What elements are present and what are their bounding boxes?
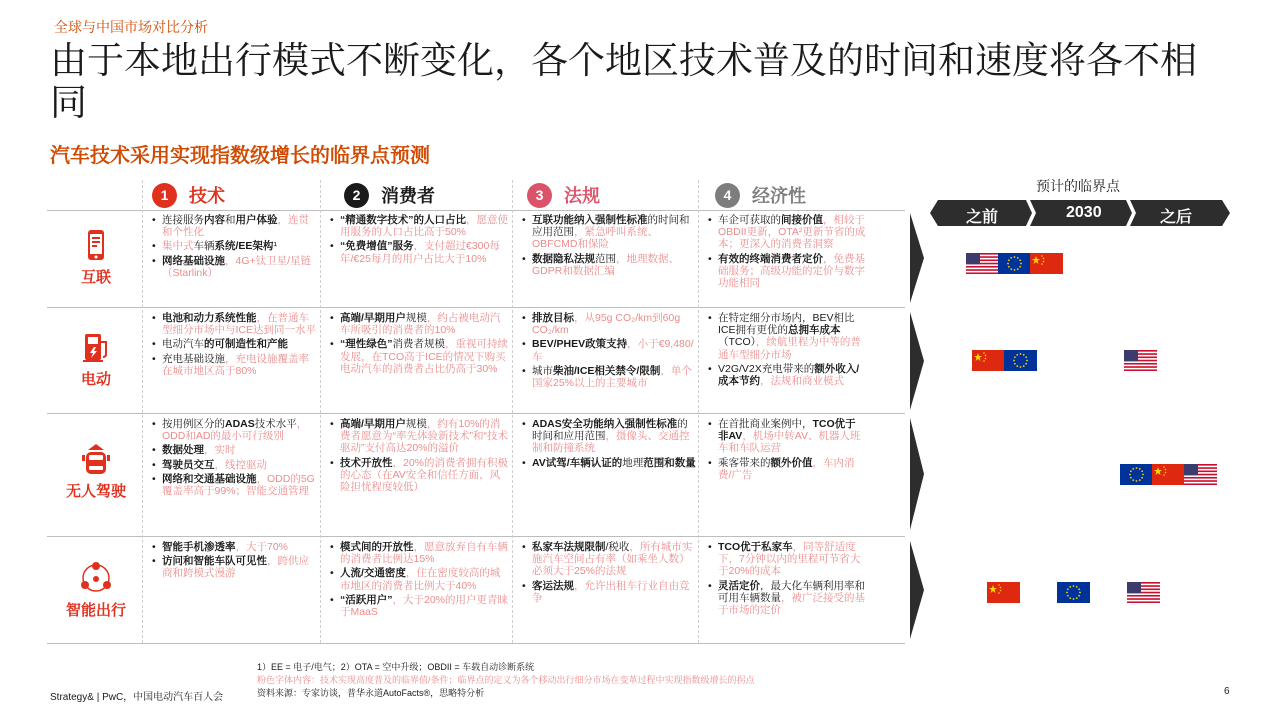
bullet-item [150, 312, 318, 336]
bullet-text: 车辆 [193, 240, 215, 253]
bullet-text: 额外价值 [770, 456, 813, 469]
bullet-text: 的可制造性和产能 [204, 338, 288, 351]
bullet-text: ，连贯和个性化 [162, 214, 309, 239]
bullet-list [520, 541, 696, 604]
bullet-text: 排放目标 [532, 312, 574, 324]
us-flag-icon [1184, 464, 1217, 485]
eu-flag-icon [1004, 350, 1037, 371]
bullet-text: 和 [225, 214, 236, 226]
cell-autonomous-consumer [328, 418, 508, 495]
smartphone-icon [79, 228, 113, 262]
bullet-text: ，ODD的5G覆盖率高于99%；智能交通管理 [162, 472, 315, 498]
cell-connected-economics [706, 214, 866, 291]
bullet-list [706, 214, 866, 289]
bullet-text: “活跃用户” [340, 593, 393, 606]
row-label-autonomous [50, 442, 142, 501]
bullet-text: 驾驶员交互 [162, 458, 215, 471]
page-title: 由于本地出行模式不断变化，各个地区技术普及的时间和速度将各不相同 [50, 40, 1197, 123]
row-divider [47, 307, 905, 308]
footnote-sources: 资料来源：专家访谈，普华永道AutoFacts®，思略特分析 [257, 688, 485, 698]
bullet-text: 网络基础设施 [162, 254, 225, 267]
bullet-text: 规模 [405, 418, 427, 430]
row-divider [47, 643, 905, 644]
page-subtitle: 汽车技术采用实现指数级增长的临界点预测 [50, 145, 430, 167]
bullet-text: AV试驾/车辆认证的 [532, 456, 623, 469]
number-badge: 2 [344, 183, 369, 208]
timeline-before-label: 之前 [966, 209, 999, 226]
shared-mobility-icon [79, 561, 113, 595]
bullet-text: ADAS安全功能纳入强制性标准 [532, 418, 678, 430]
ev-charger-icon [79, 330, 113, 364]
cell-connected-regulation [520, 214, 696, 279]
bullet-text: 在特定细分市场内，BEV相比ICE拥有更优的 [718, 312, 855, 337]
bullet-text: 客运法规 [532, 579, 574, 592]
bullet-text: 地理 [622, 456, 644, 469]
bullet-item [706, 457, 866, 481]
bullet-item [520, 580, 696, 604]
bullet-list [328, 214, 508, 265]
bullet-list [520, 214, 696, 277]
bullet-text: /税收 [605, 541, 630, 553]
cell-mobility-consumer [328, 541, 508, 620]
bullet-text: ¹ [273, 240, 277, 253]
bullet-text: ，20%的消费者拥有积极的心态（在AV安全和信任方面，风险担忧程度较低） [340, 456, 509, 494]
bullet-item [706, 541, 866, 578]
row-divider [47, 210, 905, 211]
bullet-text: 总拥车成本 [788, 324, 841, 337]
number-badge: 1 [152, 183, 177, 208]
cell-autonomous-technology [150, 418, 318, 499]
cell-electric-technology [150, 312, 318, 379]
bullet-text: ，约占被电动汽车所吸引的消费者的10% [340, 312, 501, 337]
cell-mobility-economics [706, 541, 866, 618]
bullet-item [328, 567, 508, 591]
cell-autonomous-economics [706, 418, 866, 483]
bullet-item [520, 338, 696, 362]
bullet-text: ，最大化车辆利用率和可用车辆数量 [718, 579, 865, 604]
bullet-text: 电动汽车 [162, 338, 204, 351]
bullet-text: 间接价值 [781, 214, 823, 226]
us-flag-icon [966, 253, 999, 274]
bullet-text: “免费增值”服务 [340, 240, 414, 253]
bullet-text: 连接服务 [162, 214, 204, 226]
bullet-text: ，同等舒适度下，7分钟以内的里程可节省大于20%的成本 [718, 541, 861, 578]
bullet-text: ，从95g CO₂/km到60g CO₂/km [532, 312, 681, 337]
bullet-item [328, 457, 508, 494]
bullet-text: 乘客带来的 [718, 456, 771, 469]
bullet-list [328, 418, 508, 493]
bullet-item [520, 457, 696, 469]
bullet-text: ，ODD和AD的最小可行级别 [162, 418, 308, 443]
bullet-text: TCO优于非AV [718, 418, 856, 443]
eu-flag-icon [1120, 464, 1153, 485]
bullet-text: ，续航里程为中等的普通车型细分市场 [718, 336, 861, 361]
bullet-text: “理性绿色” [340, 338, 393, 351]
page-number: 6 [1224, 686, 1230, 697]
china-flag-icon [987, 582, 1020, 603]
bullet-text: ，免费基础服务；高级功能的定价与数字功能相同 [718, 252, 865, 290]
bullet-item [706, 312, 866, 361]
bullet-text: 灵活定价 [718, 579, 760, 592]
bullet-text: ，地理数据、GDPR和数据汇编 [532, 252, 679, 277]
bullet-list [328, 312, 508, 375]
breadcrumb: 全球与中国市场对比分析 [54, 19, 208, 35]
bullet-text: （TCO） [718, 336, 756, 349]
bullet-text: 的时间和应用范围 [532, 214, 690, 239]
bullet-text: ，大于20%的用户更青睐于MaaS [340, 593, 509, 619]
bullet-item [150, 338, 318, 350]
bullet-text: 模式间的开放性 [340, 541, 414, 553]
eu-flag-icon [998, 253, 1031, 274]
row-chevron [910, 418, 924, 530]
bullet-text: ，允许出租车行业自由竞争 [532, 579, 690, 604]
bullet-item [328, 418, 508, 455]
bullet-text: ，住在密度较高的城市地区的消费者比例大于40% [340, 567, 501, 592]
row-label-connected [50, 228, 142, 287]
column-divider [320, 180, 321, 643]
bullet-list [150, 418, 318, 497]
bullet-text: 有效的终端消费者定价 [718, 252, 823, 265]
footnote-abbreviations: 1）EE = 电子/电气；2）OTA = 空中升级；OBDII = 车载自动诊断系统 [257, 662, 535, 672]
eu-flag-icon [1057, 582, 1090, 603]
row-chevron [910, 541, 924, 639]
bullet-text: ，单个国家25%以上的主要城市 [532, 364, 692, 390]
bullet-text: 范围 [595, 252, 616, 265]
bullet-item [150, 541, 318, 553]
bullet-text: ，线控驱动 [214, 458, 267, 471]
number-badge: 4 [715, 183, 740, 208]
bullet-text: ，愿意使用服务的人口占比高于50% [340, 214, 508, 239]
bullet-text: 网络和交通基础设施 [162, 472, 257, 485]
bullet-text: ，机场中转AV、机器人班车和车队运营 [718, 430, 861, 455]
bullet-item [150, 473, 318, 497]
timeline-year-label: 2030 [1066, 204, 1102, 221]
bullet-list [520, 418, 696, 469]
bullet-text: 的时间和应用范围 [532, 418, 688, 443]
column-label: 经济性 [752, 186, 806, 206]
cell-electric-regulation [520, 312, 696, 391]
china-flag-icon [1152, 464, 1185, 485]
bullet-text: V2G/V2X充电带来的 [718, 362, 815, 375]
bullet-text: ，实时 [204, 444, 236, 457]
cell-electric-economics [706, 312, 866, 389]
timeline-after-label: 之后 [1160, 209, 1193, 226]
bullet-text: ，充电设施覆盖率在城市地区高于80% [162, 352, 309, 377]
bullet-text: 技术水平 [254, 418, 297, 430]
timeline-bar [930, 200, 1230, 226]
bullet-text: ，法规和商业模式 [760, 375, 844, 388]
bullet-list [150, 541, 318, 580]
bullet-list [706, 418, 866, 481]
china-flag-icon [972, 350, 1005, 371]
bullet-text: ，摄像头、交通控制和防撞系统 [532, 430, 690, 455]
number-badge: 3 [527, 183, 552, 208]
bullet-text: BEV/PHEV政策支持 [532, 338, 628, 351]
bullet-item [150, 353, 318, 377]
row-label-text: 电动 [80, 371, 111, 388]
us-flag-icon [1127, 582, 1160, 603]
row-chevron [910, 213, 924, 303]
bullet-text: ，所有城市实施汽车空间占有率（如乘坐人数）必须大于25%的法规 [532, 541, 693, 578]
bullet-text: 智能手机渗透率 [162, 541, 236, 553]
bullet-text: 电池和动力系统性能 [162, 312, 257, 324]
row-label-smart-mobility [50, 561, 142, 620]
bullet-text: ADAS [225, 418, 255, 430]
bullet-text: 人流/交通密度 [340, 567, 406, 580]
cell-autonomous-regulation [520, 418, 696, 471]
bullet-text: ，愿意放弃自有车辆的消费者比例达15% [340, 541, 508, 566]
bullet-item [150, 459, 318, 471]
bullet-list [150, 312, 318, 377]
bullet-item [328, 214, 508, 238]
china-flag-icon [1030, 253, 1063, 274]
bullet-item [520, 418, 696, 455]
bullet-text: ，支付超过€300每年/€25每月的用户占比大于10% [340, 240, 500, 265]
row-divider [47, 536, 905, 537]
bullet-item [328, 312, 508, 336]
column-label: 消费者 [381, 186, 435, 206]
footnote-pink-explanation: 粉色字体内容：技术实现高度普及的临界值/条件；临界点的定义为各个移动出行细分市场在变革过程中实现指数级增长的拐点 [257, 675, 755, 685]
bullet-list [520, 312, 696, 389]
bullet-item [706, 580, 866, 617]
bullet-item [520, 312, 696, 336]
bullet-item [520, 365, 696, 389]
bullet-text: 系统/EE架构 [214, 240, 274, 253]
bullet-text: TCO优于私家车 [718, 541, 793, 553]
bullet-text: “精通数字技术”的人口占比 [340, 214, 466, 226]
column-header-regulation [527, 180, 600, 210]
cell-mobility-technology [150, 541, 318, 582]
column-label: 法规 [564, 186, 600, 206]
bullet-item [520, 541, 696, 578]
bullet-text: ，在普通车型细分市场中与ICE达到同一水平 [162, 312, 317, 337]
bullet-item [520, 253, 696, 277]
bullet-text: 按用例区分的 [162, 418, 225, 430]
bullet-text: 消费者规模 [392, 338, 445, 351]
bullet-item [150, 255, 318, 279]
bullet-text: 范围和数量 [643, 456, 696, 469]
bullet-text: 柴油/ICE相关禁令/限制 [553, 364, 661, 377]
bullet-text: ，4G+钛卫星/星链（Starlink） [162, 254, 312, 279]
bullet-text: 额外收入/成本节约 [718, 362, 860, 388]
row-divider [47, 413, 905, 414]
bullet-text: 私家车法规限制 [532, 541, 606, 553]
bullet-text: 城市 [532, 364, 553, 377]
column-header-technology [152, 180, 225, 210]
footer-source: Strategy& | PwC，中国电动汽车百人会 [50, 692, 224, 703]
bullet-item [328, 338, 508, 375]
column-header-consumer [344, 180, 435, 210]
bullet-text: 高端/早期用户 [340, 312, 406, 324]
bullet-item [328, 541, 508, 565]
row-label-text: 互联 [80, 269, 111, 286]
cell-electric-consumer [328, 312, 508, 377]
row-chevron [910, 312, 924, 410]
bullet-text: 规模 [405, 312, 427, 324]
bullet-list [150, 214, 318, 279]
bullet-item [706, 418, 866, 455]
bullet-item [150, 418, 318, 442]
cell-connected-consumer [328, 214, 508, 267]
bullet-text: ，相较于OBDII更新，OTA²更新节省的成本；更深入的消费者洞察 [718, 214, 866, 251]
tipping-point-title: 预计的临界点 [1036, 178, 1120, 194]
cell-mobility-regulation [520, 541, 696, 606]
bullet-text: 数据处理 [162, 444, 204, 457]
column-divider [698, 180, 699, 643]
bullet-text: ，大于70% [235, 541, 289, 553]
row-label-electric [50, 330, 142, 389]
bullet-item [706, 363, 866, 387]
bullet-text: ，小于€9,480/车 [532, 338, 694, 363]
column-divider [512, 180, 513, 643]
cell-connected-technology [150, 214, 318, 281]
bullet-list [706, 541, 866, 616]
bullet-text: 技术开放性 [340, 456, 393, 469]
bullet-text: 集中式 [162, 240, 194, 253]
bullet-item [150, 214, 318, 238]
bullet-text: ，跨供应商和跨模式漫游 [162, 555, 309, 580]
column-header-economics [715, 180, 806, 210]
bullet-text: 在首批商业案例中， [718, 418, 813, 430]
bullet-text: 车企可获取的 [718, 214, 781, 226]
bullet-text: 充电基础设施 [162, 352, 225, 365]
row-label-text: 智能出行 [65, 602, 126, 619]
bullet-text: 用户体验 [235, 214, 278, 226]
bullet-text: ，约有10%的消费者愿意为“率先体验新技术”和“技术驱动”支付高达20%的溢价 [340, 418, 508, 455]
bullet-item [520, 214, 696, 251]
row-label-text: 无人驾驶 [65, 483, 126, 500]
column-divider [142, 180, 143, 643]
bullet-item [150, 240, 318, 252]
bullet-text: 内容 [204, 214, 225, 226]
column-label: 技术 [189, 186, 225, 206]
bullet-item [150, 555, 318, 579]
bullet-text: 访问和智能车队可见性 [162, 555, 267, 568]
bullet-text: ，被广泛接受的基于市场的定价 [718, 591, 865, 617]
bullet-list [328, 541, 508, 618]
bullet-text: 高端/早期用户 [340, 418, 406, 430]
bullet-text: ，车内消费/广告 [718, 456, 855, 481]
bullet-text: ，紧急呼叫系统、OBFCMD和保险 [532, 226, 658, 251]
bullet-text: 互联功能纳入强制性标准 [532, 214, 648, 226]
bullet-text: 数据隐私法规 [532, 252, 595, 265]
us-flag-icon [1124, 350, 1157, 371]
bullet-item [706, 214, 866, 251]
autonomous-car-icon [79, 442, 113, 476]
bullet-text: ，重视可持续发展，在TCO高于ICE的情况下购买电动汽车的消费者占比仍高于30% [340, 338, 508, 375]
bullet-item [706, 253, 866, 290]
bullet-item [150, 444, 318, 456]
bullet-list [706, 312, 866, 387]
bullet-item [328, 594, 508, 618]
bullet-item [328, 240, 508, 264]
